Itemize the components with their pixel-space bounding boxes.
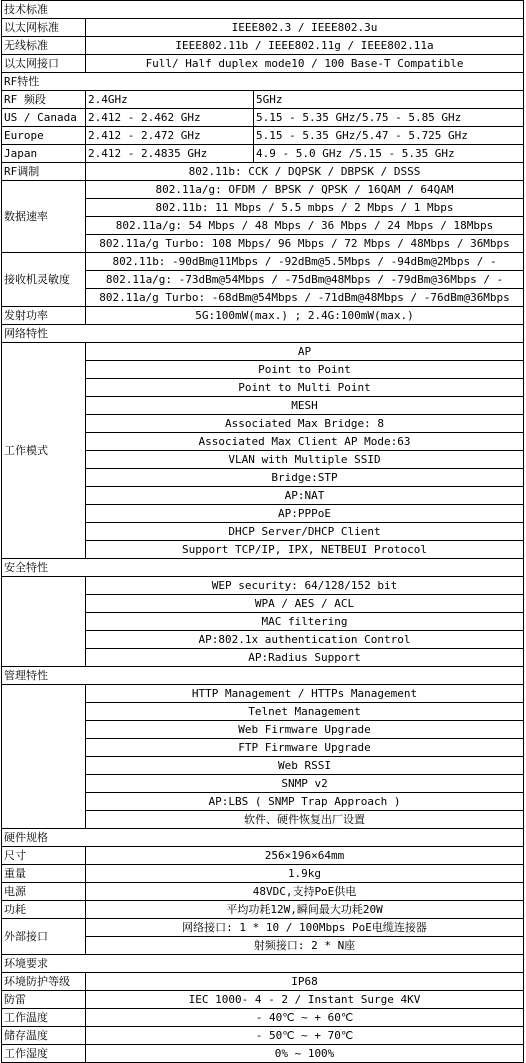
band-5g-value: 4.9 - 5.0 GHz /5.15 - 5.35 GHz	[254, 145, 524, 163]
spec-value: 射频接口: 2 * N座	[86, 937, 524, 955]
section-header-row	[2, 325, 524, 343]
spec-label: Europe	[2, 127, 86, 145]
spec-value: MAC filtering	[86, 613, 524, 631]
spec-value: FTP Firmware Upgrade	[86, 739, 524, 757]
spec-value: WPA / AES / ACL	[86, 595, 524, 613]
spec-table	[1, 0, 524, 1063]
spec-label: 工作湿度	[2, 1045, 86, 1063]
spec-value: 802.11b: -90dBm@11Mbps / -92dBm@5.5Mbps / -94dBm@2Mbps / -	[86, 253, 524, 271]
spec-value: 802.11a/g Turbo: -68dBm@54Mbps / -71dBm@48Mbps / -76dBm@36Mbps	[86, 289, 524, 307]
spec-label: 无线标准	[2, 37, 86, 55]
spec-value: AP	[86, 343, 524, 361]
spec-group-row	[2, 919, 524, 937]
spec-value: 0% ~ 100%	[86, 1045, 524, 1063]
spec-value: Associated Max Bridge: 8	[86, 415, 524, 433]
band-2g-value: 2.4GHz	[86, 91, 254, 109]
spec-value: Web RSSI	[86, 757, 524, 775]
spec-value: 网络接口: 1 * 10 / 100Mbps PoE电缆连接器	[86, 919, 524, 937]
spec-label: 重量	[2, 865, 86, 883]
spec-group-row	[2, 343, 524, 361]
spec-value: Associated Max Client AP Mode:63	[86, 433, 524, 451]
spec-value: AP:802.1x authentication Control	[86, 631, 524, 649]
section-title: 环境要求	[2, 955, 524, 973]
spec-row	[2, 37, 524, 55]
spec-row	[2, 1009, 524, 1027]
section-title: 硬件规格	[2, 829, 524, 847]
spec-row	[2, 865, 524, 883]
spec-value: Point to Point	[86, 361, 524, 379]
spec-value: WEP security: 64/128/152 bit	[86, 577, 524, 595]
section-header-row	[2, 667, 524, 685]
spec-value: 1.9kg	[86, 865, 524, 883]
spec-label: 发射功率	[2, 307, 86, 325]
section-header-row	[2, 955, 524, 973]
spec-value: - 40℃ ~ + 60℃	[86, 1009, 524, 1027]
band-2g-value: 2.412 - 2.472 GHz	[86, 127, 254, 145]
spec-label: RF 频段	[2, 91, 86, 109]
spec-group-row	[2, 181, 524, 199]
spec-label: 防雷	[2, 991, 86, 1009]
rf-band-row	[2, 127, 524, 145]
section-header-row	[2, 829, 524, 847]
spec-label: 功耗	[2, 901, 86, 919]
rf-band-row	[2, 91, 524, 109]
spec-group-label: 接收机灵敏度	[2, 253, 86, 307]
spec-value: IEEE802.3 / IEEE802.3u	[86, 19, 524, 37]
band-5g-value: 5.15 - 5.35 GHz/5.75 - 5.85 GHz	[254, 109, 524, 127]
spec-value: 256×196×64mm	[86, 847, 524, 865]
spec-value: DHCP Server/DHCP Client	[86, 523, 524, 541]
section-title: 安全特性	[2, 559, 524, 577]
spec-value: VLAN with Multiple SSID	[86, 451, 524, 469]
spec-row	[2, 847, 524, 865]
spec-row	[2, 1045, 524, 1063]
spec-value: IEC 1000- 4 - 2 / Instant Surge 4KV	[86, 991, 524, 1009]
spec-row	[2, 973, 524, 991]
spec-value: AP:Radius Support	[86, 649, 524, 667]
spec-value: Full/ Half duplex mode10 / 100 Base-T Compatible	[86, 55, 524, 73]
spec-row	[2, 991, 524, 1009]
section-header-row	[2, 73, 524, 91]
spec-group-label: 数据速率	[2, 181, 86, 253]
spec-value: SNMP v2	[86, 775, 524, 793]
band-2g-value: 2.412 - 2.4835 GHz	[86, 145, 254, 163]
rf-band-row	[2, 145, 524, 163]
spec-group-label: 外部接口	[2, 919, 86, 955]
spec-label: 储存温度	[2, 1027, 86, 1045]
rf-band-row	[2, 109, 524, 127]
spec-group-label	[2, 577, 86, 667]
spec-value: AP:LBS ( SNMP Trap Approach )	[86, 793, 524, 811]
band-2g-value: 2.412 - 2.462 GHz	[86, 109, 254, 127]
spec-value: MESH	[86, 397, 524, 415]
spec-row	[2, 19, 524, 37]
spec-row	[2, 55, 524, 73]
spec-label: 以太网接口	[2, 55, 86, 73]
spec-value: - 50℃ ~ + 70℃	[86, 1027, 524, 1045]
band-5g-value: 5GHz	[254, 91, 524, 109]
section-title: 技术标准	[2, 1, 524, 19]
spec-label: US / Canada	[2, 109, 86, 127]
spec-label: 环境防护等级	[2, 973, 86, 991]
spec-value: 5G:100mW(max.) ; 2.4G:100mW(max.)	[86, 307, 524, 325]
spec-value: 平均功耗12W,瞬间最大功耗20W	[86, 901, 524, 919]
spec-value: 802.11b: CCK / DQPSK / DBPSK / DSSS	[86, 163, 524, 181]
spec-label: 电源	[2, 883, 86, 901]
section-title: 管理特性	[2, 667, 524, 685]
spec-value: Telnet Management	[86, 703, 524, 721]
spec-group-label	[2, 685, 86, 829]
spec-value: 802.11a/g Turbo: 108 Mbps/ 96 Mbps / 72 Mbps / 48Mbps / 36Mbps	[86, 235, 524, 253]
spec-row	[2, 307, 524, 325]
spec-label: 以太网标准	[2, 19, 86, 37]
spec-value: Point to Multi Point	[86, 379, 524, 397]
spec-value: 48VDC,支持PoE供电	[86, 883, 524, 901]
spec-label: RF调制	[2, 163, 86, 181]
spec-group-row	[2, 577, 524, 595]
spec-label: Japan	[2, 145, 86, 163]
spec-value: IP68	[86, 973, 524, 991]
spec-label: 尺寸	[2, 847, 86, 865]
band-5g-value: 5.15 - 5.35 GHz/5.47 - 5.725 GHz	[254, 127, 524, 145]
spec-table-body	[2, 1, 524, 1063]
spec-value: 802.11a/g: OFDM / BPSK / QPSK / 16QAM / 64QAM	[86, 181, 524, 199]
spec-group-row	[2, 685, 524, 703]
spec-row	[2, 883, 524, 901]
spec-row	[2, 1027, 524, 1045]
section-title: 网络特性	[2, 325, 524, 343]
spec-value: Web Firmware Upgrade	[86, 721, 524, 739]
spec-value: Bridge:STP	[86, 469, 524, 487]
spec-row	[2, 901, 524, 919]
section-header-row	[2, 559, 524, 577]
spec-value: 802.11a/g: 54 Mbps / 48 Mbps / 36 Mbps / 24 Mbps / 18Mbps	[86, 217, 524, 235]
spec-value: Support TCP/IP, IPX, NETBEUI Protocol	[86, 541, 524, 559]
spec-label: 工作温度	[2, 1009, 86, 1027]
spec-value: 802.11b: 11 Mbps / 5.5 mbps / 2 Mbps / 1 Mbps	[86, 199, 524, 217]
spec-value: AP:NAT	[86, 487, 524, 505]
spec-value: AP:PPPoE	[86, 505, 524, 523]
section-title: RF特性	[2, 73, 524, 91]
spec-group-label: 工作模式	[2, 343, 86, 559]
spec-row	[2, 163, 524, 181]
spec-value: 802.11a/g: -73dBm@54Mbps / -75dBm@48Mbps / -79dBm@36Mbps / -	[86, 271, 524, 289]
spec-value: 软件、硬件恢复出厂设置	[86, 811, 524, 829]
spec-value: HTTP Management / HTTPs Management	[86, 685, 524, 703]
spec-value: IEEE802.11b / IEEE802.11g / IEEE802.11a	[86, 37, 524, 55]
spec-group-row	[2, 253, 524, 271]
section-header-row	[2, 1, 524, 19]
